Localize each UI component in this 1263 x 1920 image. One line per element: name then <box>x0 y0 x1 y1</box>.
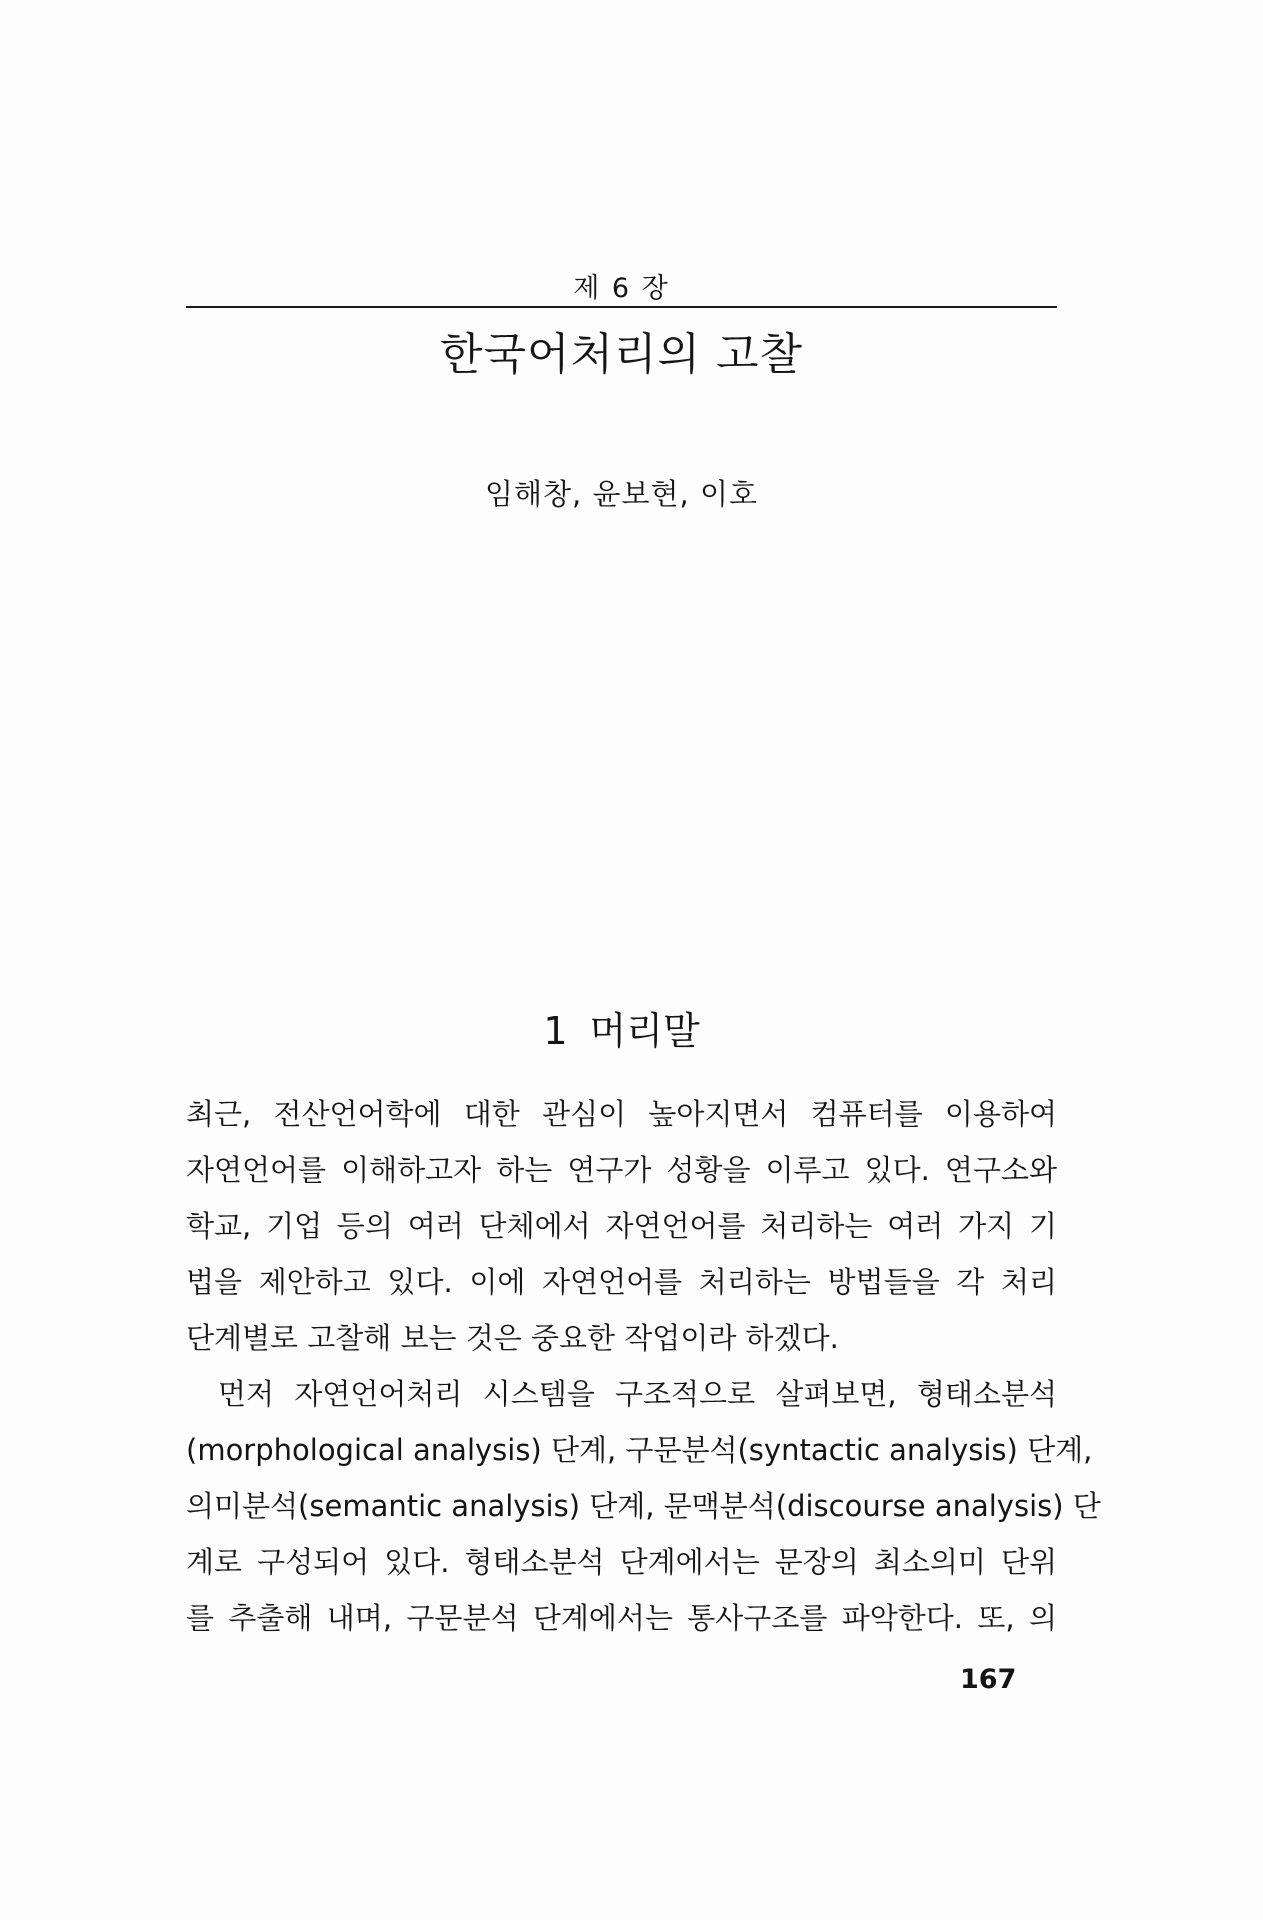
section-heading <box>186 1000 1057 1055</box>
body-line: (morphological analysis) 단계, 구문분석(syntactic analysis) 단계, <box>186 1433 1093 1467</box>
section-number: 1 <box>543 1009 568 1053</box>
page-number: 167 <box>960 1664 1017 1695</box>
body-line: 계로 구성되어 있다. 형태소분석 단계에서는 문장의 최소의미 단위 <box>186 1545 1057 1579</box>
body-line: 먼저 자연언어처리 시스템을 구조적으로 살펴보면, 형태소분석 <box>218 1377 1057 1411</box>
body-line: 최근, 전산언어학에 대한 관심이 높아지면서 컴퓨터를 이용하여 <box>186 1097 1057 1131</box>
body-line: 학교, 기업 등의 여러 단체에서 자연언어를 처리하는 여러 가지 기 <box>186 1209 1057 1243</box>
authors: 임해창, 윤보현, 이호 <box>485 477 758 511</box>
body-line: 의미분석(semantic analysis) 단계, 문맥분석(discourse analysis) 단 <box>186 1489 1101 1523</box>
chapter-label: 제 6 장 <box>573 273 670 304</box>
section-title: 머리말 <box>589 1009 700 1053</box>
body-line: 자연언어를 이해하고자 하는 연구가 성황을 이루고 있다. 연구소와 <box>186 1153 1057 1187</box>
chapter-divider <box>186 306 1057 308</box>
body-line: 단계별로 고찰해 보는 것은 중요한 작업이라 하겠다. <box>186 1321 839 1355</box>
body-line: 를 추출해 내며, 구문분석 단계에서는 통사구조를 파악한다. 또, 의 <box>186 1601 1057 1635</box>
body-line: 법을 제안하고 있다. 이에 자연언어를 처리하는 방법들을 각 처리 <box>186 1265 1057 1299</box>
chapter-title: 한국어처리의 고찰 <box>439 329 804 380</box>
